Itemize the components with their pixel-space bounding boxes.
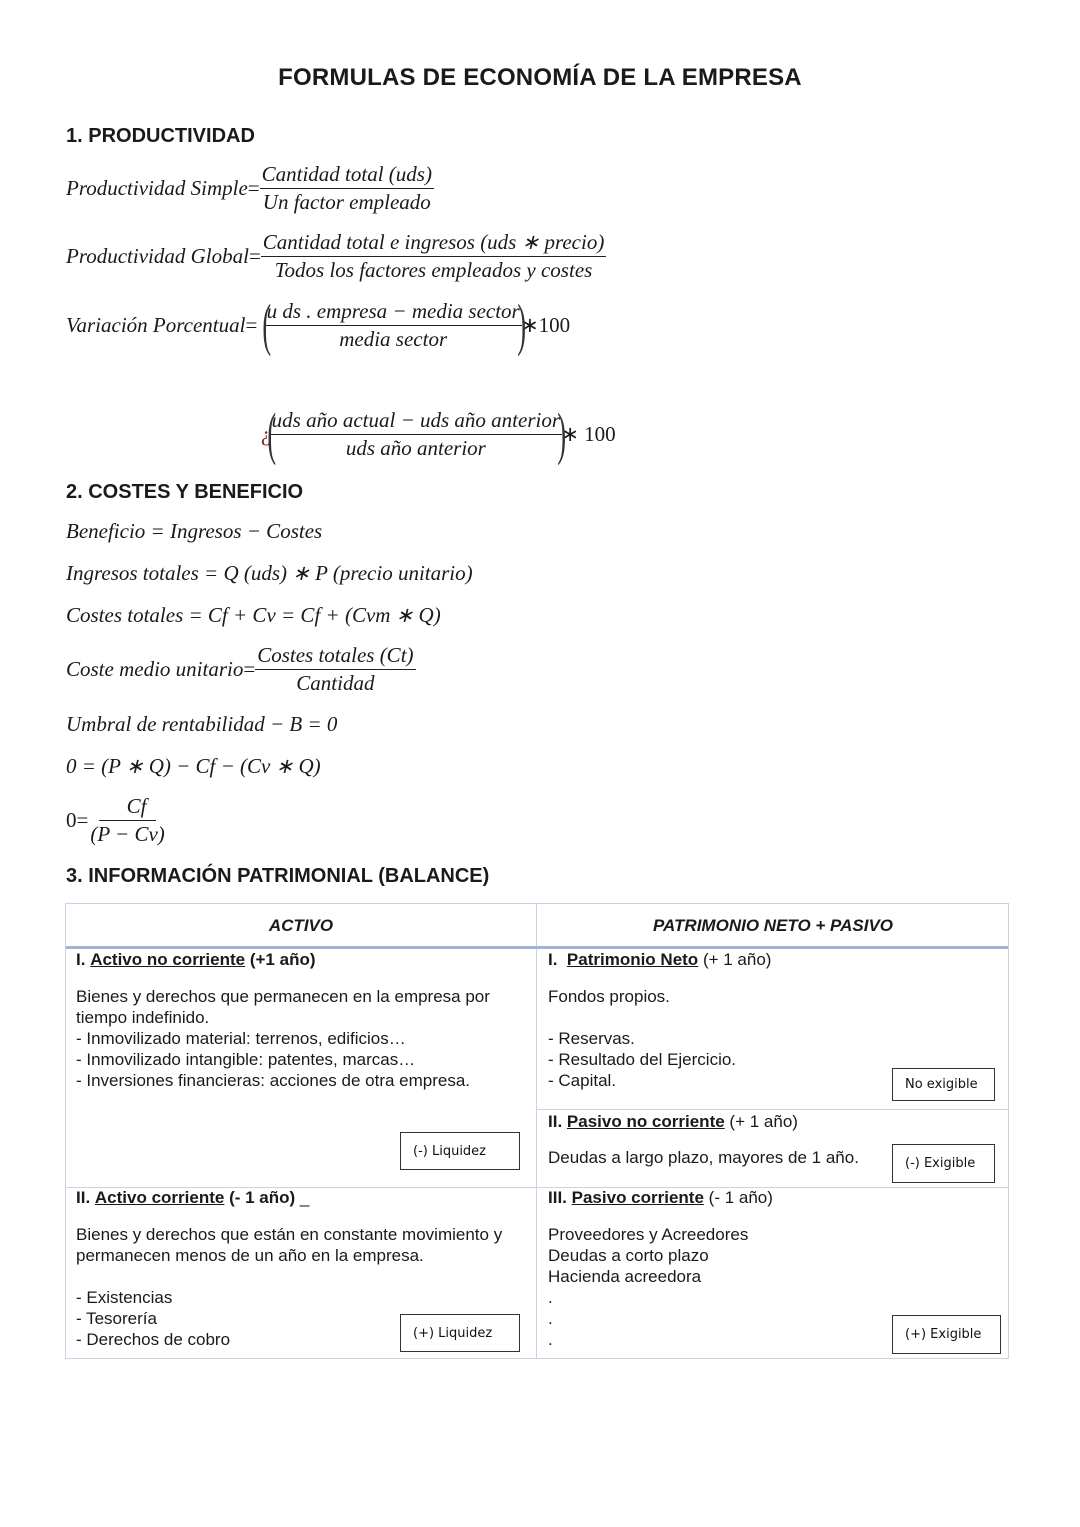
activo-corriente-items: [76, 1287, 230, 1350]
formula-productividad-global: Productividad Global = $\frac{\text{Cantidad total e ingresos (uds ∗ precio)}}{\text{Todos los factores empleados y costes}}$: [66, 230, 605, 282]
multiplier: ∗100: [521, 312, 571, 337]
text-line: Bienes y derechos que permanecen en la empresa por: [76, 987, 490, 1006]
formula-lhs: Productividad Global: [66, 244, 249, 268]
list-item: - Derechos de cobro: [76, 1330, 231, 1349]
list-item: Deudas a corto plazo: [548, 1246, 709, 1265]
section-number: II.: [548, 1112, 563, 1131]
numerator: uds año actual − uds año anterior: [270, 408, 562, 435]
numerator: Cantidad total (uds): [260, 162, 434, 189]
list-item: - Inmovilizado intangible: patentes, marcas…: [76, 1050, 416, 1069]
denominator: Cantidad: [296, 671, 375, 695]
text-line: tiempo indefinido.: [76, 1008, 210, 1027]
section-name: Patrimonio Neto: [566, 950, 699, 969]
activo-corriente-description: [76, 1224, 502, 1266]
pasivo-corriente-items: [548, 1224, 748, 1350]
formula-productividad-simple: Productividad Simple = $\frac{\text{Cantidad total (uds)}}{\text{Un factor empleado}}$: [66, 162, 432, 214]
list-item: Hacienda acreedora: [548, 1267, 702, 1286]
section-number: II.: [76, 1188, 91, 1207]
section-period: (- 1 año): [229, 1188, 296, 1207]
section-name: Pasivo corriente: [571, 1188, 704, 1207]
column-header-activo: ACTIVO: [268, 916, 334, 935]
tag-menos-liquidez: (-) Liquidez: [400, 1132, 520, 1170]
left-paren: (: [262, 292, 272, 357]
formula-coste-medio-unitario: Coste medio unitario = $\frac{\text{Costes totales (Ct)}}{\text{Cantidad}}$: [66, 643, 414, 695]
list-item: - Existencias: [76, 1288, 173, 1307]
activo-corriente-title: [76, 1188, 309, 1208]
section-name: Pasivo no corriente: [566, 1112, 725, 1131]
list-item: .: [548, 1309, 553, 1328]
section-period: (+1 año): [249, 950, 316, 969]
fraction: [260, 162, 434, 215]
list-item: - Inversiones financieras: acciones de otra empresa.: [76, 1071, 471, 1090]
fraction: [255, 643, 415, 696]
section-heading-costes: 2. COSTES Y BENEFICIO: [66, 481, 304, 503]
section-heading-productividad: 1. PRODUCTIVIDAD: [66, 125, 255, 147]
list-item: - Capital.: [548, 1071, 617, 1090]
activo-no-corriente-description: [76, 986, 490, 1091]
formula-beneficio: Beneficio = Ingresos − Costes: [66, 519, 323, 543]
numerator: Costes totales (Ct): [255, 643, 415, 670]
section-heading-balance: 3. INFORMACIÓN PATRIMONIAL (BALANCE): [66, 865, 490, 887]
column-divider: [536, 903, 537, 1359]
section-number: III.: [548, 1188, 567, 1207]
list-item: - Resultado del Ejercicio.: [548, 1050, 737, 1069]
formula-lhs: Coste medio unitario: [66, 657, 244, 681]
section-number: I.: [76, 950, 86, 969]
formula-cero: 0 = $\frac{Cf}{(P - Cv)}$: [66, 794, 165, 846]
list-item: .: [548, 1330, 553, 1349]
denominator: uds año anterior: [345, 435, 486, 460]
patrimonio-neto-title: [548, 950, 771, 970]
list-item: - Reservas.: [548, 1029, 635, 1048]
activo-no-corriente-title: [76, 950, 316, 970]
list-item: - Inmovilizado material: terrenos, edificios…: [76, 1029, 406, 1048]
patrimonio-neto-intro: Fondos propios.: [548, 987, 670, 1006]
inverted-question-mark: ¿: [261, 421, 271, 446]
section-period: (+ 1 año): [702, 950, 772, 969]
document-title: FORMULAS DE ECONOMÍA DE LA EMPRESA: [278, 64, 802, 91]
pasivo-no-corriente-title: [548, 1112, 798, 1132]
section-period: (- 1 año): [708, 1188, 773, 1207]
fraction: [270, 408, 562, 461]
denominator: (P − Cv): [90, 822, 165, 846]
formula-ingresos-totales: Ingresos totales = Q (uds) ∗ P (precio unitario): [66, 561, 473, 585]
formula-variacion-alternativa: [261, 401, 616, 466]
multiplier: ∗ 100: [561, 421, 616, 446]
tag-no-exigible: No exigible: [892, 1068, 995, 1101]
tag-mas-exigible: (+) Exigible: [892, 1315, 1001, 1354]
pasivo-corriente-title: [548, 1188, 773, 1208]
section-name: Activo corriente: [94, 1188, 225, 1207]
numerator: u ds . empresa − media sector: [265, 299, 522, 326]
trailing-mark: _: [299, 1188, 310, 1207]
denominator: Un factor empleado: [262, 190, 431, 214]
section-number: I.: [548, 950, 558, 969]
formula-ecuacion-umbral: 0 = (P ∗ Q) − Cf − (Cv ∗ Q): [66, 754, 321, 778]
section-name: Activo no corriente: [90, 950, 246, 969]
tag-mas-liquidez: (+) Liquidez: [400, 1314, 520, 1352]
patrimonio-neto-items: [548, 1028, 736, 1091]
list-item: - Tesorería: [76, 1309, 157, 1328]
fraction: [88, 794, 166, 847]
fraction: [261, 230, 607, 283]
formula-lhs: Variación Porcentual: [66, 312, 246, 337]
right-paren: ): [557, 401, 567, 466]
text-line: permanecen menos de un año en la empresa.: [76, 1246, 424, 1265]
formula-costes-totales: Costes totales = Cf + Cv = Cf + (Cvm ∗ Q): [66, 603, 441, 627]
header-divider: [66, 946, 1008, 949]
list-item: .: [548, 1288, 553, 1307]
text-line: Bienes y derechos que están en constante movimiento y: [76, 1225, 503, 1244]
row-divider: [537, 1109, 1009, 1110]
formula-umbral-rentabilidad: Umbral de rentabilidad − B = 0: [66, 712, 338, 736]
fraction: [265, 299, 522, 352]
denominator: Todos los factores empleados y costes: [274, 258, 593, 282]
numerator: Cantidad total e ingresos (uds ∗ precio): [261, 230, 607, 257]
left-paren: (: [267, 401, 277, 466]
formula-lhs: Productividad Simple: [66, 176, 248, 200]
right-paren: ): [517, 292, 526, 357]
section-period: (+ 1 año): [729, 1112, 798, 1131]
column-header-pasivo: PATRIMONIO NETO + PASIVO: [652, 916, 894, 935]
denominator: media sector: [339, 326, 448, 351]
list-item: Proveedores y Acreedores: [548, 1225, 749, 1244]
numerator: Cf: [99, 794, 157, 821]
pasivo-no-corriente-description: Deudas a largo plazo, mayores de 1 año.: [548, 1148, 859, 1167]
formula-variacion-porcentual: Variación Porcentual = ( $\frac{\text{u ds . empresa − media sector}}{\text{media sector}}$ ) ∗100: [66, 292, 571, 357]
tag-menos-exigible: (-) Exigible: [892, 1144, 995, 1183]
formula-lhs: 0: [66, 808, 77, 832]
